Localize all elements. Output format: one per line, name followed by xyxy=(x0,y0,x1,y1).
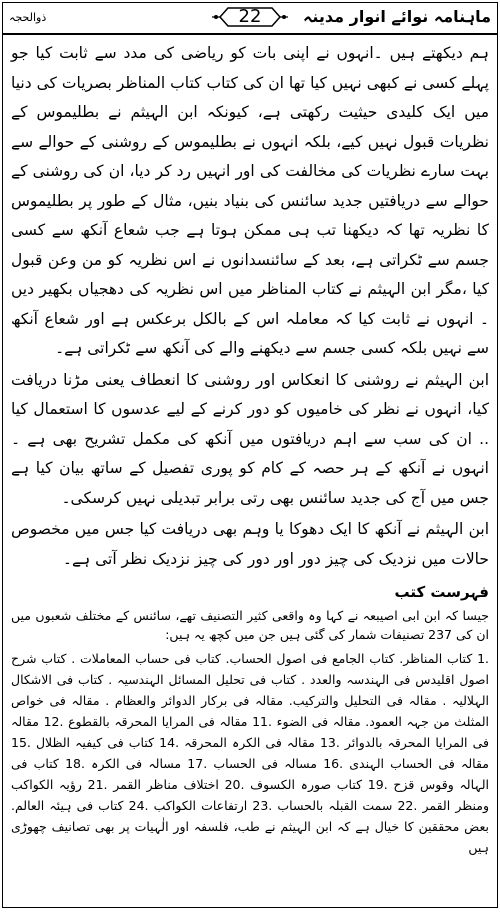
paragraph: ابن الہیثم نے روشنی کا انعکاس اور روشنی کا انعطاف یعنی مڑنا دریافت کیا، انہوں نے نظر کی خامیوں کو دور کرنے کے لیے عدسوں کا استعمال کیا .. ان کی سب سے اہم دریافتوں میں آنکھ کی مکمل تشریح بھی ہے ۔ انہوں نے آنکھ کے ہر حصہ کے کام کو پوری تفصیل کے ساتھ بیان کیا ہے جس میں آج کی جدید سائنس بھی رتی برابر تبدیلی نہیں کرسکی۔ xyxy=(11,370,489,507)
bibliography-intro: جیسا کہ ابن ابی اصیبعہ نے کہا وہ واقعی کثیر التصنیف تھے، سائنس کے مختلف شعبوں میں ان کی 237 تصنیفات شمار کی گئی ہیں جن میں کچھ یہ ہیں: xyxy=(11,608,489,642)
paragraph: ہم دیکھتے ہیں ۔انہوں نے اپنی بات کو ریاضی کی مدد سے ثابت کیا جو پہلے کسی نے کبھی نہیں کیا تھا ان کی کتاب کتاب المناظر بصریات کی دنیا میں ایک کلیدی حیثیت رکھتی ہے، کیونکہ ابن الہیثم نے بطلیموس کے نظریات قبول نہیں کیے، بلکہ انہوں نے بطلیموس کے روشنی کے حوالے سے بہت سارے نظریات کی مخالفت کی اور انہیں رد کر دیا، ان کی روشنی کے حوالے سے دریافتیں جدید سائنس کی بنیاد بنیں، مثال کے طور پر بطلیموس کا نظریہ تھا کہ دیکھنا تب ہی ممکن ہوتا ہے جب شعاع آنکھ سے کسی جسم سے ٹکراتی ہے، بعد کے سائنسدانوں نے اس نظریہ کو من وعن قبول کیا ،مگر ابن الہیثم نے کتاب المناظر میں اس نظریہ کی دھجیاں بکھیر دیں ۔ انہوں نے ثابت کیا کہ معاملہ اس کے بالکل برعکس ہے اور شعاع آنکھ سے نہیں بلکہ کسی جسم سے دیکھنے والے کی آنکھ سے ٹکراتی ہے۔ xyxy=(11,44,489,357)
magazine-title: ماہنامہ نوائے انوار مدینہ xyxy=(302,7,491,26)
issue-month: ذوالحجہ xyxy=(9,11,47,24)
page xyxy=(2,2,498,908)
article-body xyxy=(3,35,497,858)
page-header xyxy=(3,3,497,35)
page-number-badge xyxy=(210,4,290,30)
bibliography-heading: فہرست کتب xyxy=(394,583,489,601)
page-number: 22 xyxy=(238,6,262,27)
bibliography-list: .1 کتاب المناظر. کتاب الجامع فی اصول الحساب. کتاب فی حساب المعاملات . کتاب شرح اصول اقلیدس فی الہندسہ والعدد . کتاب فی تحلیل المسائل الہندسیہ . کتاب فی الاشکال الہلالیہ . مقالہ فی التحلیل والترکیب. مقالہ فی برکار الدوائر والعظام . مقالہ فی خواص المثلث من جہہ العمود. مقالہ فی الضوء .11 مقالہ فی المرایا المحرقہ بالقطوع .12 مقالہ فی المرایا المحرقہ بالدوائر .13 مقالہ فی الکرہ المحرقہ .14 کتاب فی کیفیہ الظلال .15 مقالہ فی الحساب الہندی .16 مسالہ فی الحساب .17 مسالہ فی الکرہ .18 کتاب فی الہالہ وقوس قزح .19 کتاب صورہ الکسوف .20 اختلاف مناظر القمر .21 رؤیہ الکواکب ومنظر القمر .22 سمت القبلہ بالحساب .23 ارتفاعات الکواکب .24 کتاب فی ہیئہ العالم. بعض محققین کا خیال ہے کہ ابن الہیثم نے طب، فلسفہ اور الٰہیات پر بھی تصانیف چھوڑی ہیں xyxy=(11,651,489,855)
paragraph: ابن الہیثم نے آنکھ کا ایک دھوکا یا وہم بھی دریافت کیا جس میں مخصوص حالات میں نزدیک کی چیز دور اور دور کی چیز نزدیک نظر آتی ہے۔ xyxy=(11,520,489,568)
